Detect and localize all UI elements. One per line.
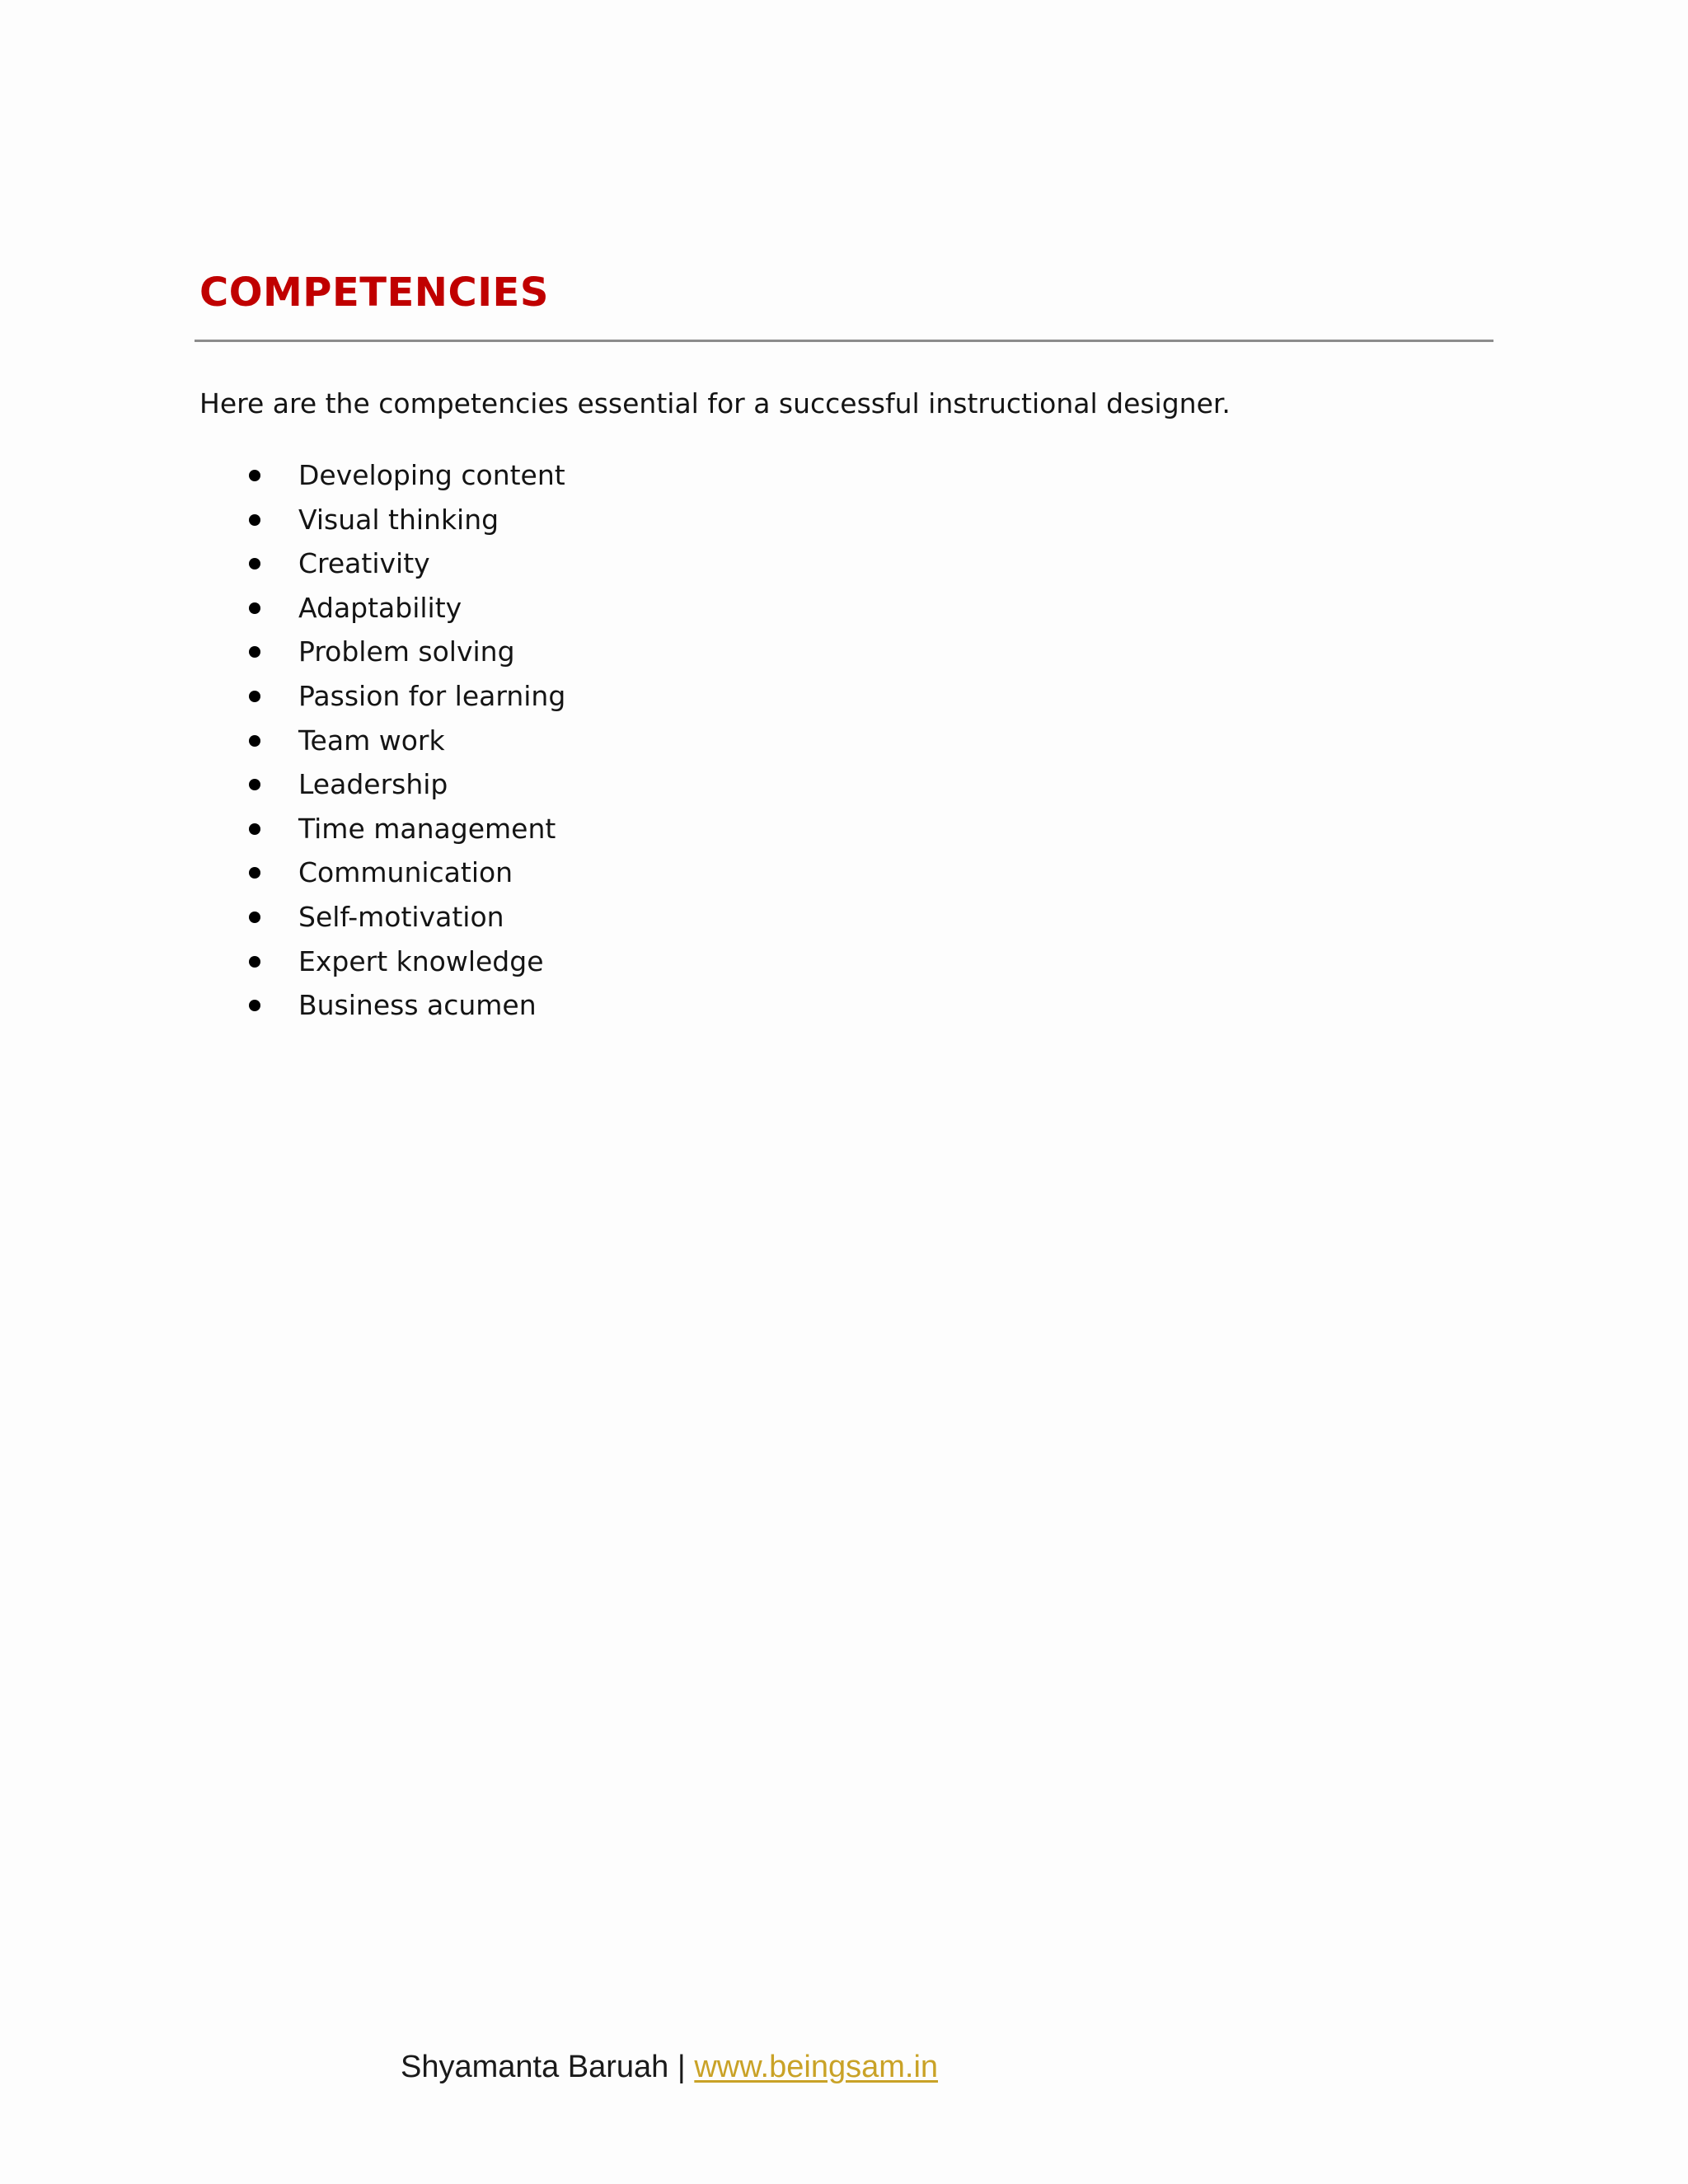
footer-author: Shyamanta Baruah	[401, 2050, 669, 2084]
bullet-icon	[249, 514, 260, 526]
list-item-text: Leadership	[298, 768, 448, 801]
intro-paragraph: Here are the competencies essential for a successful instructional designer.	[199, 387, 1231, 419]
list-item-text: Passion for learning	[298, 679, 566, 712]
bullet-icon	[249, 691, 260, 702]
bullet-icon	[249, 779, 260, 790]
bullet-icon	[249, 646, 260, 658]
list-item-text: Expert knowledge	[298, 944, 544, 977]
list-item-text: Business acumen	[298, 989, 537, 1022]
footer-separator: |	[668, 2050, 695, 2084]
list-item-text: Creativity	[298, 547, 430, 580]
section-heading: COMPETENCIES	[199, 269, 549, 316]
list-item-text: Visual thinking	[298, 503, 499, 536]
list-item-text: Communication	[298, 856, 513, 889]
bullet-icon	[249, 470, 260, 481]
footer-website-link[interactable]: www.beingsam.in	[694, 2050, 939, 2084]
bullet-icon	[249, 867, 260, 879]
heading-divider	[195, 340, 1493, 342]
bullet-icon	[249, 1000, 260, 1011]
page-footer	[401, 2047, 938, 2087]
list-item-text: Time management	[298, 812, 556, 845]
bullet-icon	[249, 956, 260, 968]
list-item-text: Adaptability	[298, 591, 462, 624]
list-item-text: Team work	[298, 724, 445, 757]
list-item-text: Developing content	[298, 459, 565, 491]
bullet-icon	[249, 912, 260, 923]
bullet-icon	[249, 735, 260, 747]
list-item-text: Self-motivation	[298, 900, 504, 933]
list-item-text: Problem solving	[298, 635, 515, 668]
bullet-icon	[249, 602, 260, 614]
bullet-icon	[249, 823, 260, 835]
bullet-icon	[249, 558, 260, 569]
